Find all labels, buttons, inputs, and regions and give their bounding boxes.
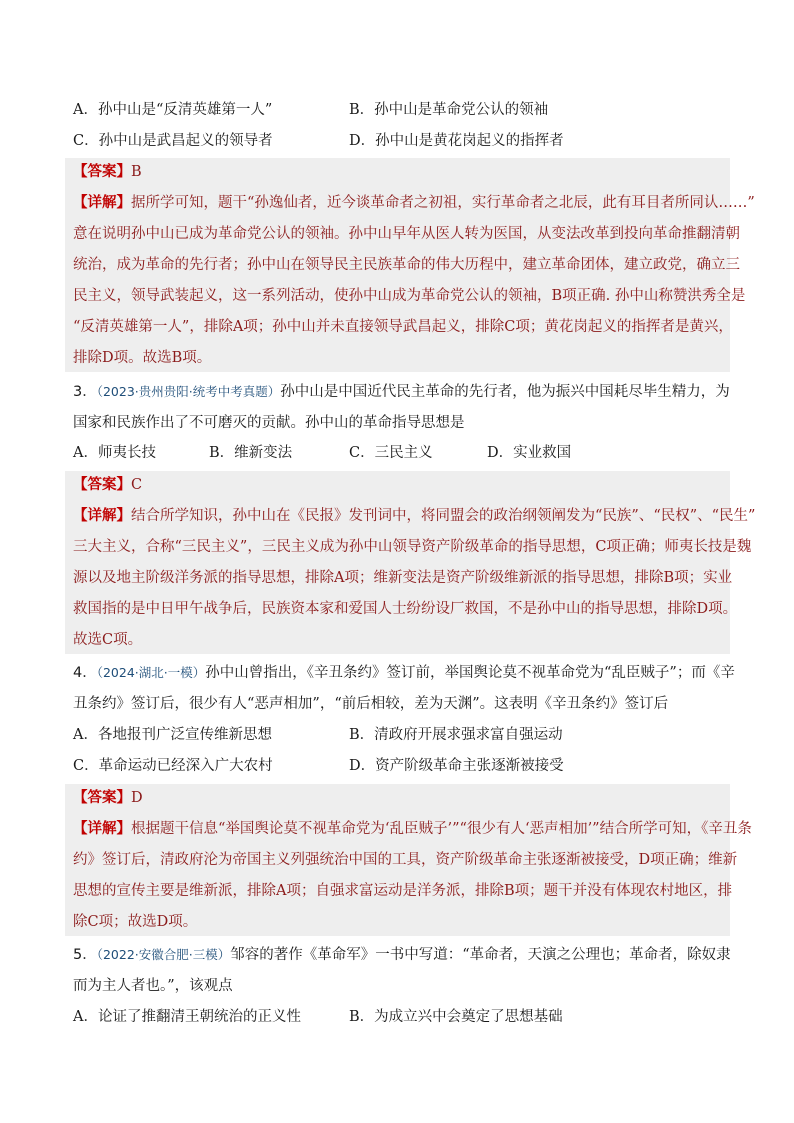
answer-tag: 【答案】 — [73, 476, 131, 493]
q3-detail-text: 结合所学知识，孙中山在《民报》发刊词中，将同盟会的政治纲领阐发为“民族”、“民权”、“民生” — [131, 508, 756, 524]
q5-source: （2022·安徽合肥·三模） — [96, 947, 231, 962]
q2-detail-line-2: 意在说明孙中山已成为革命党公认的领袖。孙中山早年从医人转为医国，从变法改革到投向革命推翻清朝 — [73, 226, 740, 242]
q3-detail-line-5: 故选C项。 — [73, 632, 143, 648]
q4-number: 4． — [73, 665, 97, 681]
q3-answer-line — [73, 475, 142, 495]
q2-option-d[interactable]: D．孙中山是黄花岗起义的指挥者 — [349, 133, 564, 149]
q4-detail-line-4: 除C项；故选D项。 — [73, 914, 198, 930]
q3-stem-line-1 — [73, 382, 730, 402]
q3-stem-line-2: 国家和民族作出了不可磨灭的贡献。孙中山的革命指导思想是 — [73, 415, 465, 431]
q3-option-a[interactable]: A．师夷长技 — [73, 445, 156, 461]
q3-detail-line-4: 救国指的是中日甲午战争后，民族资本家和爱国人士纷纷设厂救国，不是孙中山的指导思想，排除D项。 — [73, 601, 738, 617]
q3-detail-line-3: 源以及地主阶级洋务派的指导思想，排除A项；维新变法是资产阶级维新派的指导思想，排除B项；实业 — [73, 570, 733, 586]
q2-option-a[interactable]: A．孙中山是“反清英雄第一人” — [73, 102, 273, 118]
q5-stem-text: 邹容的著作《革命军》一书中写道：“革命者，天演之公理也；革命者，除奴隶 — [230, 947, 731, 963]
q4-source: （2024·湖北·一模） — [96, 665, 206, 680]
q4-option-d[interactable]: D．资产阶级革命主张逐渐被接受 — [349, 758, 564, 774]
q2-detail-line-1 — [73, 193, 755, 213]
q4-answer-line — [73, 788, 143, 808]
q3-option-d[interactable]: D．实业救国 — [487, 445, 572, 461]
q3-answer-block — [65, 471, 756, 654]
q2-option-c[interactable]: C．孙中山是武昌起义的领导者 — [73, 133, 273, 149]
detail-tag: 【详解】 — [73, 507, 131, 524]
q2-answer-block — [65, 158, 755, 372]
q2-option-b[interactable]: B．孙中山是革命党公认的领袖 — [349, 102, 549, 118]
detail-tag: 【详解】 — [73, 194, 131, 211]
q5-number: 5． — [73, 947, 97, 963]
q3-detail-line-1 — [73, 506, 755, 526]
q4-stem-line-2: 丑条约》签订后，很少有人“恶声相加”，“前后相较，差为天渊”。这表明《辛丑条约》签订后 — [73, 696, 669, 712]
q5-option-b[interactable]: B．为成立兴中会奠定了思想基础 — [349, 1009, 563, 1025]
q4-options-row-1 — [73, 725, 733, 745]
q3-detail-line-2: 三大主义，合称“三民主义”，三民主义成为孙中山领导资产阶级革命的指导思想，C项正确；师夷长技是魏 — [73, 539, 752, 555]
q3-stem-text: 孙中山是中国近代民主革命的先行者，他为振兴中国耗尽毕生精力，为 — [280, 384, 730, 400]
q5-stem-line-2: 而为主人者也。”，该观点 — [73, 978, 233, 994]
answer-tag: 【答案】 — [73, 789, 131, 806]
answer-tag: 【答案】 — [73, 163, 131, 180]
detail-tag: 【详解】 — [73, 820, 131, 837]
q4-options-row-2 — [73, 756, 733, 776]
q4-option-a[interactable]: A．各地报刊广泛宣传维新思想 — [73, 727, 272, 743]
q4-option-c[interactable]: C．革命运动已经深入广大农村 — [73, 758, 273, 774]
q3-option-c[interactable]: C．三民主义 — [349, 445, 433, 461]
q3-source: （2023·贵州贵阳·统考中考真题） — [96, 384, 281, 399]
q2-detail-line-4: 民主义，领导武装起义，这一系列活动，使孙中山成为革命党公认的领袖，B项正确. 孙中山称赞洪秀全是 — [73, 288, 746, 304]
q3-options-row — [73, 443, 733, 463]
q2-options-row-2 — [73, 131, 733, 151]
q5-option-a[interactable]: A．论证了推翻清王朝统治的正义性 — [73, 1009, 301, 1025]
q4-detail-text: 根据题干信息“举国舆论莫不视革命党为‘乱臣贼子’”“很少有人‘恶声相加’”结合所学可知，《辛丑条 — [131, 821, 752, 837]
q4-detail-line-1 — [73, 819, 752, 839]
q4-answer-value: D — [131, 790, 143, 806]
q4-stem-text: 孙中山曾指出，《辛丑条约》签订前，举国舆论莫不视革命党为“乱臣贼子”；而《辛 — [205, 665, 735, 681]
q3-number: 3． — [73, 384, 97, 400]
q5-options-row-1 — [73, 1007, 733, 1027]
q4-answer-block — [65, 784, 752, 936]
q3-option-b[interactable]: B．维新变法 — [209, 445, 293, 461]
q2-answer-value: B — [131, 164, 142, 180]
q5-stem-line-1 — [73, 945, 731, 965]
q3-answer-value: C — [131, 477, 143, 493]
q2-detail-text: 据所学可知，题干“孙逸仙者，近今谈革命者之初祖，实行革命者之北辰，此有耳目者所同认……” — [131, 195, 755, 211]
q2-options-row-1 — [73, 100, 733, 120]
q4-stem-line-1 — [73, 663, 735, 683]
q4-detail-line-3: 思想的宣传主要是维新派，排除A项；自强求富运动是洋务派，排除B项；题干并没有体现农村地区，排 — [73, 883, 733, 899]
q2-answer-line — [73, 162, 142, 182]
q2-detail-line-3: 统治，成为革命的先行者；孙中山在领导民主民族革命的伟大历程中，建立革命团体，建立政党，确立三 — [73, 257, 740, 273]
q2-detail-line-6: 排除D项。故选B项。 — [73, 350, 212, 366]
q2-detail-line-5: “反清英雄第一人”，排除A项；孙中山并未直接领导武昌起义，排除C项；黄花岗起义的指挥者是黄兴， — [73, 319, 733, 335]
q4-detail-line-2: 约》签订后，清政府沦为帝国主义列强统治中国的工具，资产阶级革命主张逐渐被接受，D项正确；维新 — [73, 852, 738, 868]
q4-option-b[interactable]: B．清政府开展求强求富自强运动 — [349, 727, 563, 743]
